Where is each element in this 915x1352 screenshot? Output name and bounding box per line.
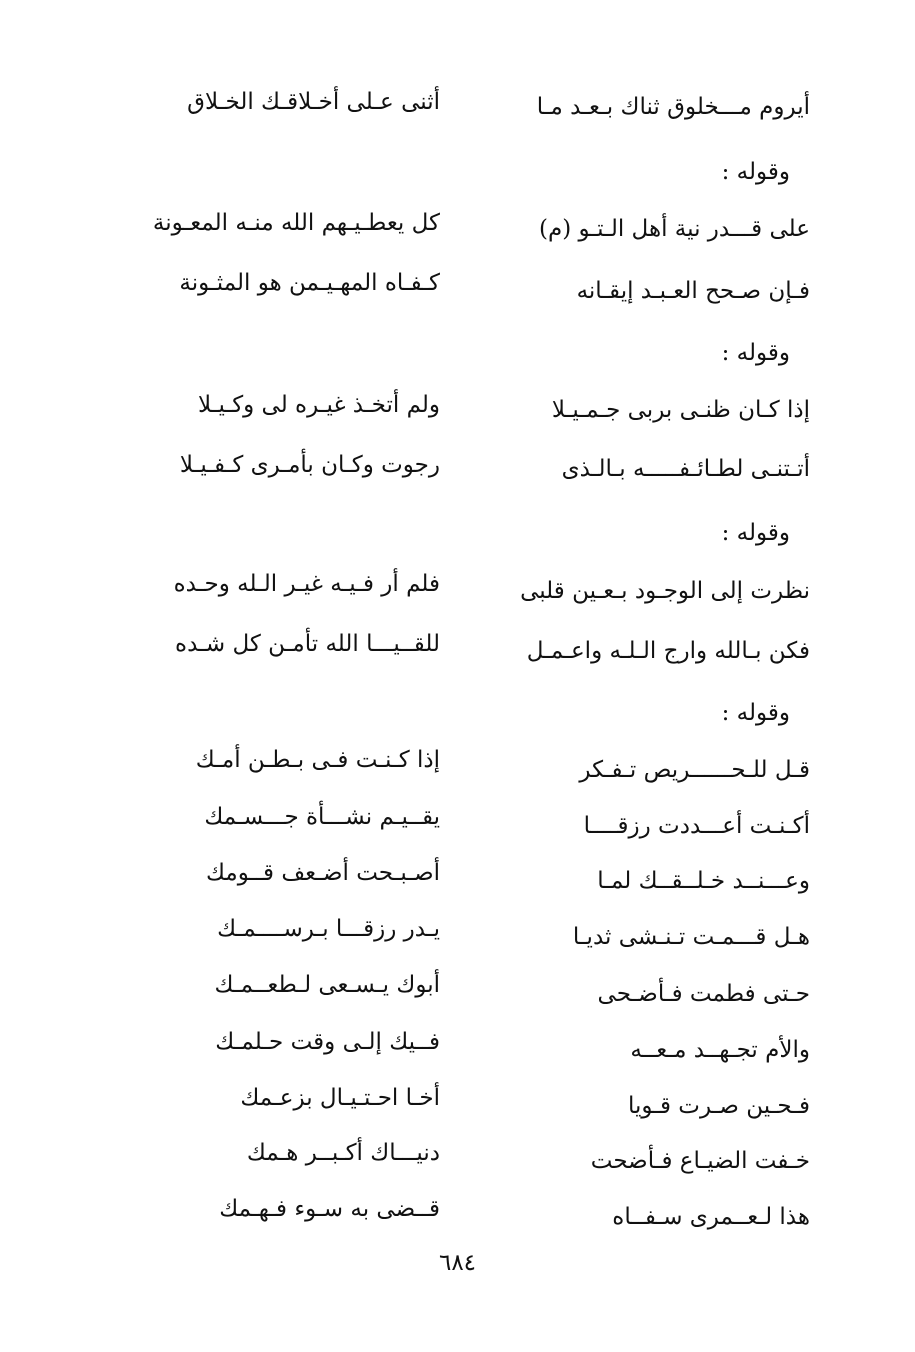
verse-11-left: يـدر رزقـــا بـرســــمـك: [217, 916, 440, 942]
verse-15-right: خـفت الضيـاع فـأضحت: [590, 1148, 810, 1174]
verse-9-right: أكـنـت أعـــددت رزقــــا: [583, 813, 810, 839]
verse-15-left: دنيـــاك أكـبــر هـمك: [246, 1140, 440, 1166]
verse-7-left: للقــيـــا الله تأمـن كل شـده: [175, 631, 440, 657]
verse-11-right: هـل قـــمـت تـنـشى ثديـا: [572, 924, 810, 950]
verse-12-right: حـتى فطمت فـأضـحى: [597, 981, 810, 1007]
verse-3-right: فـإن صـحح العـبـد إيقـانه: [576, 278, 810, 304]
verse-6-left: فلم أر فـيـه غيـر الـله وحـده: [173, 571, 440, 597]
verse-14-right: فـحـين صـرت قـويا: [627, 1093, 810, 1119]
verse-6-right: نظرت إلى الوجـود بـعـين قلبى: [520, 578, 810, 604]
section-label: وقوله :: [721, 159, 790, 185]
verse-10-left: أصـبـحت أضـعف قــومك: [205, 860, 440, 886]
verse-9-left: يقــيـم نشـــأة جـــسـمك: [204, 804, 440, 830]
verse-5-left: رجوت وكـان بأمـرى كـفـيـلا: [179, 452, 440, 478]
page-number: ٦٨٤: [438, 1250, 477, 1276]
verse-2-right: على قـــدر نية أهل الـتـو (م): [539, 216, 810, 242]
verse-1-left: أثنى عـلى أخـلاقـك الخـلاق: [187, 89, 440, 115]
verse-8-right: قـل للـحــــــريص تـفـكر: [579, 757, 810, 783]
verse-14-left: أخـا احـتـيـال بزعـمك: [240, 1085, 440, 1111]
verse-7-right: فكن بـالله وارج الـلـه واعـمـل: [526, 638, 810, 664]
verse-8-left: إذا كـنـت فـى بـطـن أمـك: [195, 747, 440, 773]
section-label: وقوله :: [721, 520, 790, 546]
verse-12-left: أبوك يـسـعى لـطعــمـك: [214, 972, 440, 998]
verse-16-left: قــضى به سـوء فـهـمك: [219, 1196, 440, 1222]
verse-16-right: هذا لـعــمرى سـفــاه: [612, 1204, 810, 1230]
verse-1-right: أيروم مـــخلوق ثناك بـعـد مـا: [536, 94, 810, 120]
section-label: وقوله :: [721, 340, 790, 366]
verse-5-right: أتـتنـى لطـائـفـــــه بـالـذى: [561, 456, 810, 482]
verse-3-left: كـفـاه المهـيـمن هو المثـونة: [179, 270, 440, 296]
section-label: وقوله :: [721, 700, 790, 726]
verse-10-right: وعـــنــد خـلــقــك لمـا: [597, 868, 810, 894]
verse-13-left: فــيك إلـى وقت حـلمـك: [215, 1029, 440, 1055]
verse-13-right: والأم تجـهــد مـعــه: [630, 1037, 810, 1063]
verse-4-right: إذا كـان ظنـى بربى جـمـيـلا: [551, 397, 810, 423]
verse-4-left: ولم أتخـذ غيـره لى وكـيـلا: [198, 392, 440, 418]
verse-2-left: كل يعطـيـهم الله منـه المعـونة: [152, 210, 440, 236]
